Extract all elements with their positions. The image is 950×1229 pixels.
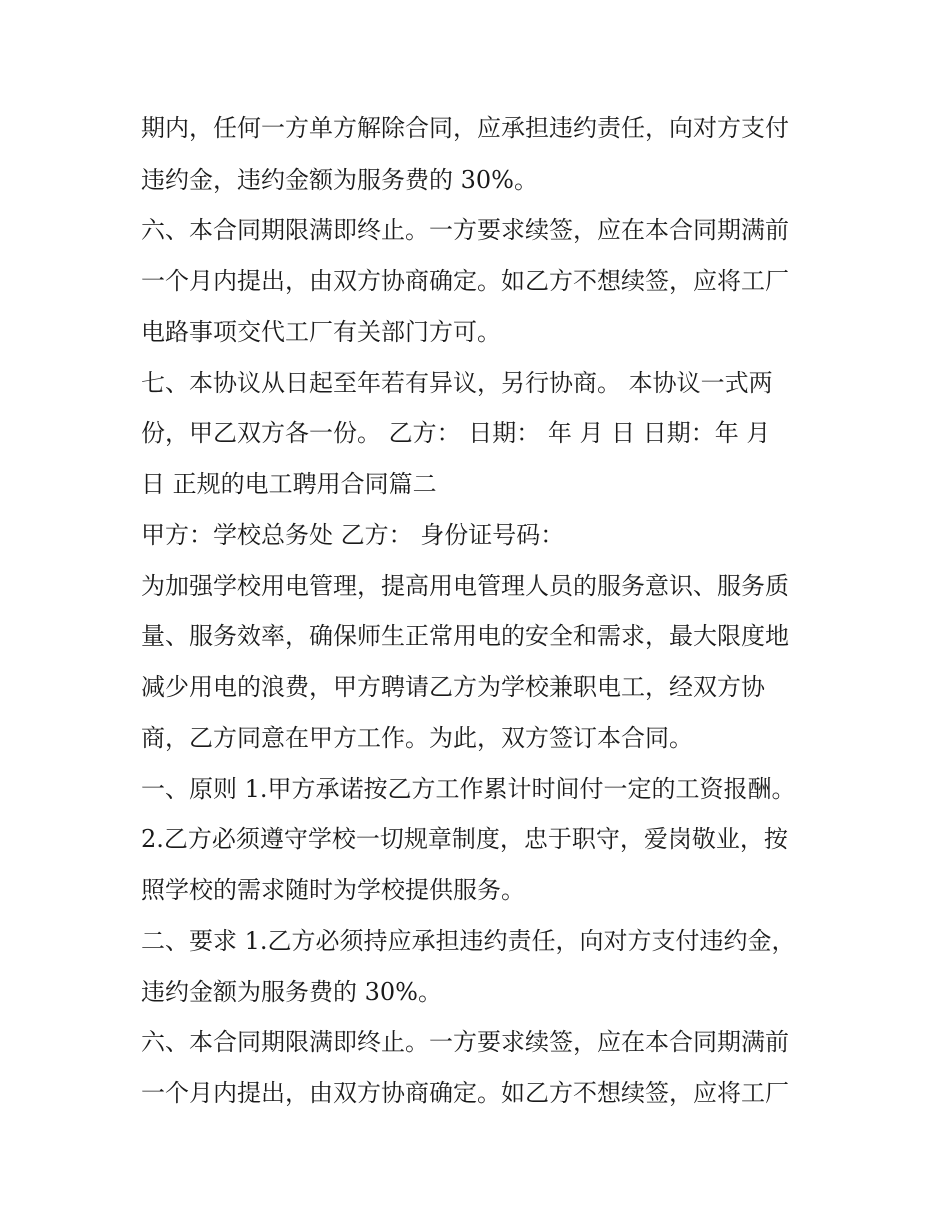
text-line: 甲方：学校总务处 乙方： 身份证号码：: [141, 521, 565, 549]
text-line: 电路事项交代工厂有关部门方可。: [141, 318, 501, 346]
text-line: 照学校的需求随时为学校提供服务。: [141, 876, 525, 904]
text-line: 六、本合同期限满即终止。一方要求续签，应在本合同期满前: [141, 1028, 789, 1056]
text-line: 六、本合同期限满即终止。一方要求续签，应在本合同期满前: [141, 216, 789, 244]
text-line: 一个月内提出，由双方协商确定。如乙方不想续签，应将工厂: [141, 267, 789, 295]
text-line: 七、本协议从日起至年若有异议，另行协商。 本协议一式两: [141, 369, 773, 397]
text-line: 违约金额为服务费的 30%。: [141, 978, 442, 1006]
text-line: 2.乙方必须遵守学校一切规章制度，忠于职守，爱岗敬业，按: [141, 825, 788, 853]
text-line: 份，甲乙双方各一份。 乙方： 日期： 年 月 日 日期：年 月: [141, 419, 771, 447]
text-line: 违约金，违约金额为服务费的 30%。: [141, 166, 538, 194]
text-line: 为加强学校用电管理，提高用电管理人员的服务意识、服务质: [141, 572, 789, 600]
text-line: 量、服务效率，确保师生正常用电的安全和需求，最大限度地: [141, 622, 789, 650]
text-line: 减少用电的浪费，甲方聘请乙方为学校兼职电工，经双方协: [141, 673, 765, 701]
text-line: 商，乙方同意在甲方工作。为此，双方签订本合同。: [141, 724, 693, 752]
text-line: 期内，任何一方单方解除合同，应承担违约责任，向对方支付: [141, 114, 789, 142]
text-line: 二、要求 1.乙方必须持应承担违约责任，向对方支付违约金，: [141, 927, 796, 955]
text-line: 一、原则 1.甲方承诺按乙方工作累计时间付一定的工资报酬。: [141, 775, 796, 803]
text-line: 一个月内提出，由双方协商确定。如乙方不想续签，应将工厂: [141, 1079, 789, 1107]
text-line: 日 正规的电工聘用合同篇二: [141, 470, 437, 498]
